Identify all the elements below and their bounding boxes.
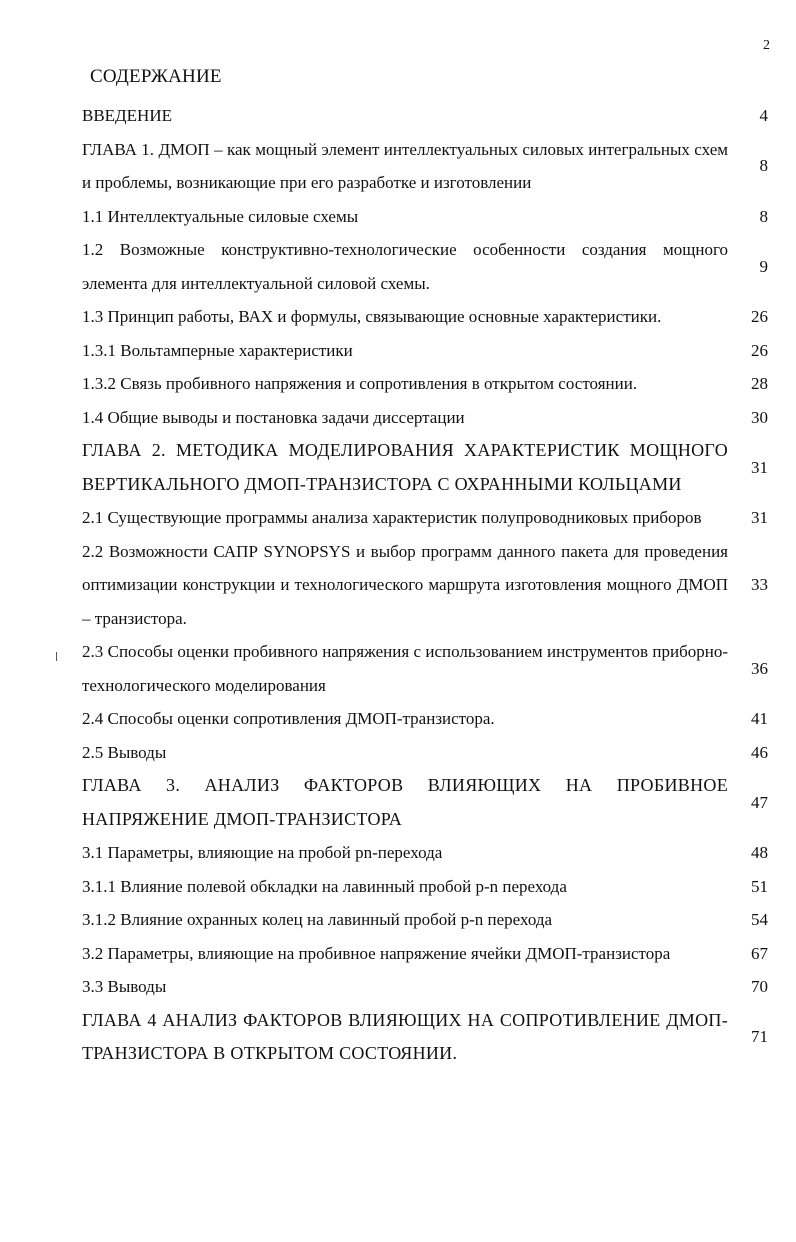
toc-entry-page: 71: [751, 1027, 768, 1047]
toc-entry-text: ВВЕДЕНИЕ: [82, 106, 172, 125]
toc-entry-2-4: [82, 702, 768, 736]
toc-title: СОДЕРЖАНИЕ: [90, 66, 222, 87]
toc-entry-2-3: [82, 635, 768, 702]
toc-entry-1-1: [82, 200, 768, 234]
toc-entry-page: 26: [751, 340, 768, 360]
toc-entry-text: 1.2 Возможные конструктивно-технологические особенности создания мощного элемента для интеллектуальной силовой схемы.: [82, 240, 728, 293]
toc-entry-text: 3.1.2 Влияние охранных колец на лавинный пробой p-n перехода: [82, 910, 553, 929]
toc-entry-page: 48: [751, 843, 768, 862]
scan-artifact-mark: [56, 652, 57, 661]
toc-entry-page: 47: [751, 792, 768, 812]
toc-entry-page: 30: [751, 407, 768, 427]
toc-entry-1-3-2: [82, 367, 768, 401]
toc-entry-text: 3.2 Параметры, влияющие на пробивное напряжение ячейки ДМОП-транзистора: [82, 943, 671, 963]
toc-entry-1-3: [82, 300, 768, 334]
toc-entry-text: 2.2 Возможности САПР SYNOPSYS и выбор программ данного пакета для проведения оптимизации конструкции и технологического маршрута изготовления мощного ДМОП – транзистора.: [82, 541, 728, 628]
page-number: 2: [763, 38, 770, 53]
toc-entry-text: 1.3.1 Вольтамперные характеристики: [82, 340, 353, 360]
toc-entry-page: 67: [751, 943, 768, 963]
toc-entry-text: 1.1 Интеллектуальные силовые схемы: [82, 206, 359, 226]
toc-entry-text: 2.4 Способы оценки сопротивления ДМОП-транзистора.: [82, 709, 495, 728]
toc-entry-page: 51: [751, 876, 768, 896]
toc-entry-text: ГЛАВА 3. АНАЛИЗ ФАКТОРОВ ВЛИЯЮЩИХ НА ПРОБИВНОЕ НАПРЯЖЕНИЕ ДМОП-ТРАНЗИСТОРА: [82, 775, 728, 829]
toc-entry-page: 8: [759, 206, 768, 226]
toc-entry-introduction: [82, 99, 768, 133]
toc-entry-text: 1.3.2 Связь пробивного напряжения и сопротивления в открытом состоянии.: [82, 374, 638, 393]
toc-entry-text: 2.5 Выводы: [82, 742, 167, 762]
toc-entry-page: 31: [751, 508, 768, 527]
toc-entry-2-5: [82, 736, 768, 770]
toc-entry-page: 70: [751, 977, 768, 996]
toc-entry-text: 1.3 Принцип работы, ВАХ и формулы, связывающие основные характеристики.: [82, 307, 662, 326]
toc-entry-1-4: [82, 401, 768, 435]
toc-entry-page: 33: [751, 575, 768, 594]
toc-entry-text: 3.3 Выводы: [82, 977, 167, 996]
toc-entry-2-2: [82, 535, 768, 636]
toc-entry-text: 3.1 Параметры, влияющие на пробой pn-перехода: [82, 843, 443, 862]
toc-entry-text: ГЛАВА 4 АНАЛИЗ ФАКТОРОВ ВЛИЯЮЩИХ НА СОПРОТИВЛЕНИЕ ДМОП-ТРАНЗИСТОРА В ОТКРЫТОМ СОСТОЯНИИ.: [82, 1009, 728, 1063]
toc-entry-text: ГЛАВА 1. ДМОП – как мощный элемент интеллектуальных силовых интегральных схем и проблемы, возникающие при его разработке и изготовлении: [82, 139, 728, 192]
toc-entry-page: 31: [751, 457, 768, 477]
toc-entry-3-1: [82, 836, 768, 870]
table-of-contents: [82, 99, 768, 1071]
toc-entry-text: 1.4 Общие выводы и постановка задачи диссертации: [82, 407, 465, 427]
toc-entry-text: 2.3 Способы оценки пробивного напряжения с использованием инструментов приборно-технологического моделирования: [82, 642, 728, 695]
toc-entry-1-2: [82, 233, 768, 300]
toc-entry-page: 9: [759, 256, 768, 276]
toc-entry-chapter-3: [82, 769, 768, 836]
toc-entry-page: 36: [751, 658, 768, 678]
toc-entry-3-1-2: [82, 903, 768, 937]
toc-entry-page: 8: [759, 156, 768, 176]
toc-entry-chapter-4: [82, 1004, 768, 1071]
toc-entry-text: 2.1 Существующие программы анализа характеристик полупроводниковых приборов: [82, 508, 702, 527]
toc-entry-chapter-1: [82, 133, 768, 200]
toc-entry-2-1: [82, 501, 768, 535]
toc-entry-page: 28: [751, 374, 768, 393]
toc-entry-chapter-2: [82, 434, 768, 501]
toc-entry-page: 26: [751, 307, 768, 326]
toc-entry-page: 54: [751, 910, 768, 929]
toc-entry-page: 41: [751, 709, 768, 728]
toc-entry-3-1-1: [82, 870, 768, 904]
toc-entry-3-2: [82, 937, 768, 971]
toc-entry-1-3-1: [82, 334, 768, 368]
toc-entry-page: 46: [751, 742, 768, 762]
toc-entry-3-3: [82, 970, 768, 1004]
toc-entry-page: 4: [759, 106, 768, 125]
toc-entry-text: 3.1.1 Влияние полевой обкладки на лавинный пробой p-n перехода: [82, 876, 567, 896]
toc-entry-text: ГЛАВА 2. МЕТОДИКА МОДЕЛИРОВАНИЯ ХАРАКТЕРИСТИК МОЩНОГО ВЕРТИКАЛЬНОГО ДМОП-ТРАНЗИСТОРА С ОХРАННЫМИ КОЛЬЦАМИ: [82, 440, 728, 494]
